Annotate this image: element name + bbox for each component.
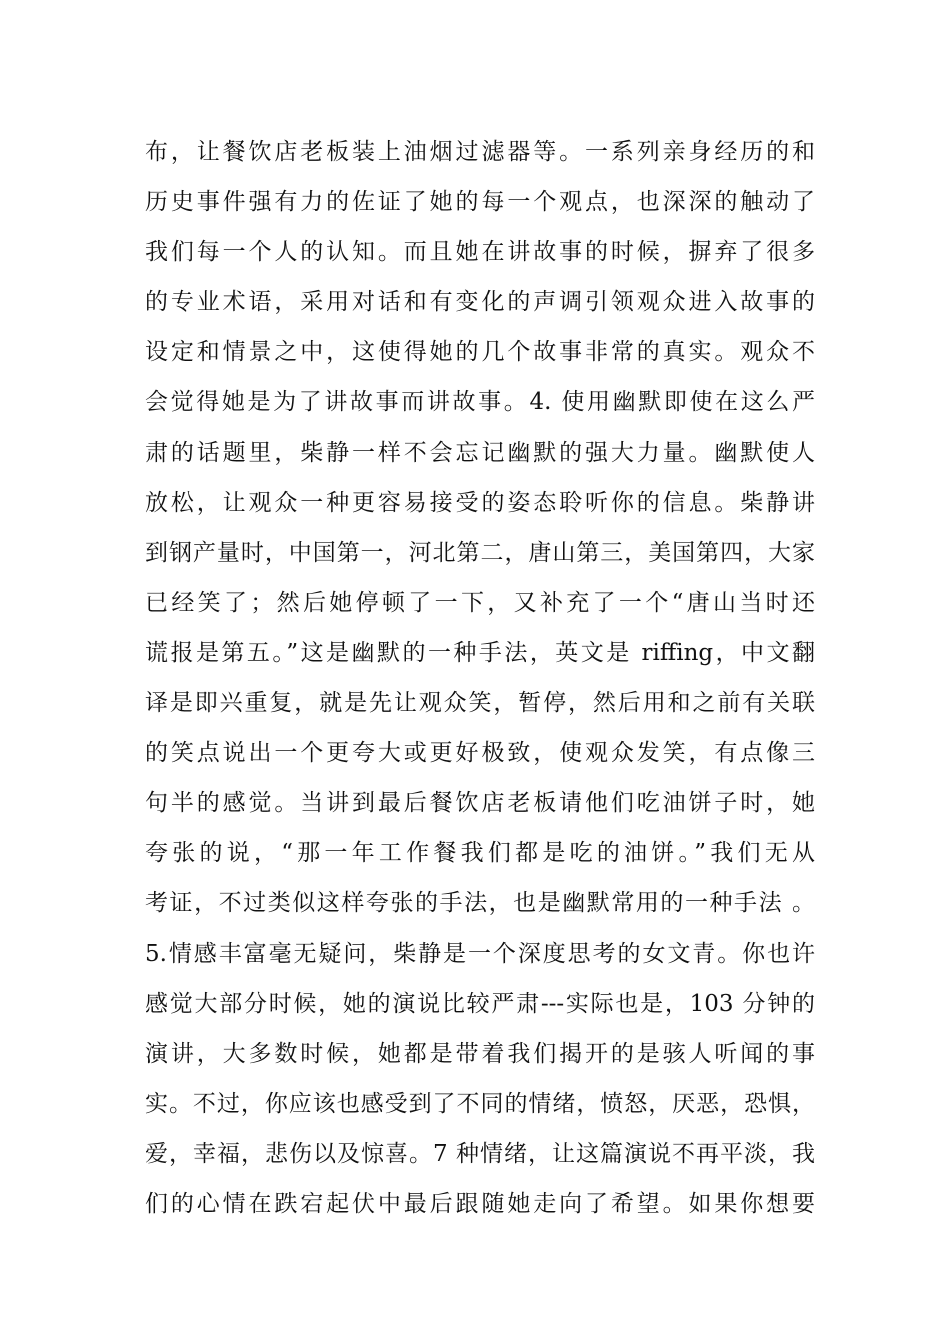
text-line: 的专业术语，采用对话和有变化的声调引领观众进入故事的 (145, 289, 815, 316)
text-line: 肃的话题里，柴静一样不会忘记幽默的强大力量。幽默使人 (145, 439, 815, 466)
text-line: 历史事件强有力的佐证了她的每一个观点，也深深的触动了 (145, 189, 815, 216)
body-text (145, 127, 815, 1229)
text-line: 放松，让观众一种更容易接受的姿态聆听你的信息。柴静讲 (145, 489, 815, 516)
text-line: 考证，不过类似这样夸张的手法，也是幽默常用的一种手法 。 (145, 890, 815, 917)
text-line: 爱，幸福，悲伤以及惊喜。7 种情绪，让这篇演说不再平淡，我 (145, 1140, 815, 1167)
text-line: 会觉得她是为了讲故事而讲故事。4. 使用幽默即使在这么严 (145, 389, 815, 416)
text-line: 布，让餐饮店老板装上油烟过滤器等。一系列亲身经历的和 (145, 139, 815, 165)
text-line: 我们每一个人的认知。而且她在讲故事的时候，摒弃了很多 (145, 239, 815, 266)
text-line: 到钢产量时，中国第一，河北第二，唐山第三，美国第四，大家 (145, 539, 815, 566)
text-line: 实。不过，你应该也感受到了不同的情绪，愤怒，厌恶，恐惧， (145, 1090, 815, 1117)
text-line: 5.情感丰富毫无疑问，柴静是一个深度思考的女文青。你也许 (145, 940, 815, 967)
text-line: 句半的感觉。当讲到最后餐饮店老板请他们吃油饼子时，她 (145, 790, 815, 817)
text-line: 感觉大部分时候，她的演说比较严肃---实际也是，103 分钟的 (145, 990, 815, 1017)
text-line: 夸张的说，“那一年工作餐我们都是吃的油饼。”我们无从 (145, 840, 815, 867)
text-line: 们的心情在跌宕起伏中最后跟随她走向了希望。如果你想要 (145, 1190, 815, 1217)
text-line: 已经笑了；然后她停顿了一下，又补充了一个“唐山当时还 (145, 589, 815, 616)
text-line: 设定和情景之中，这使得她的几个故事非常的真实。观众不 (145, 339, 815, 366)
text-line: 谎报是第五。”这是幽默的一种手法，英文是 riffing，中文翻 (145, 639, 815, 666)
text-line: 的笑点说出一个更夸大或更好极致，使观众发笑，有点像三 (145, 740, 815, 767)
text-line: 演讲，大多数时候，她都是带着我们揭开的是骇人听闻的事 (145, 1040, 815, 1067)
text-line: 译是即兴重复，就是先让观众笑，暂停，然后用和之前有关联 (145, 690, 815, 717)
